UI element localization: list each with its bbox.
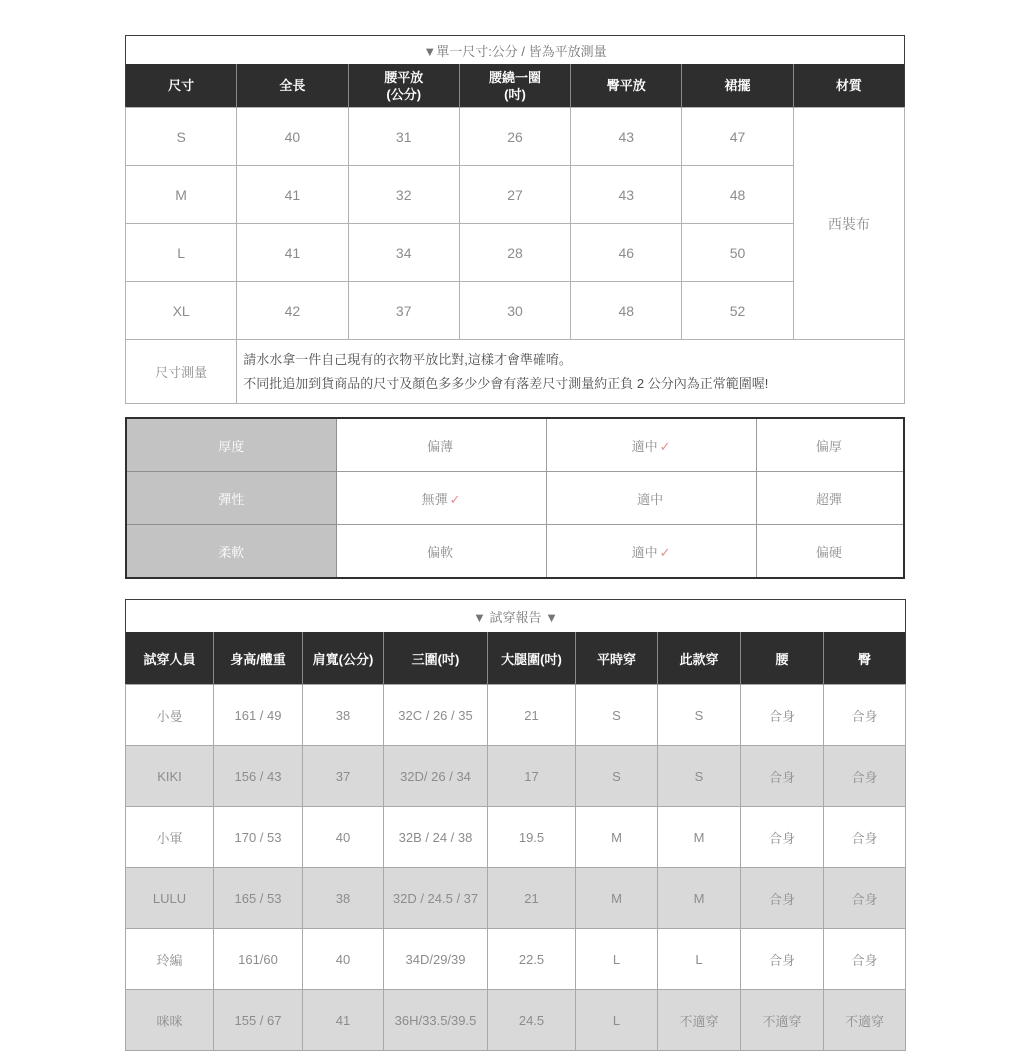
size-row-l <box>126 224 905 282</box>
hip-fit-cell: 合身 <box>824 746 906 807</box>
this-size-cell: 不適穿 <box>658 990 741 1051</box>
check-icon: ✓ <box>449 491 461 507</box>
attr-label-elasticity: 彈性 <box>126 472 336 525</box>
attr-option-text: 偏薄 <box>427 438 454 454</box>
thigh-cell: 21 <box>488 685 576 746</box>
attr-option-text: 偏軟 <box>427 544 454 560</box>
attr-option-text: 偏厚 <box>815 438 842 454</box>
waist-fit-cell: 合身 <box>741 807 824 868</box>
col-header-waist-flat <box>348 64 459 108</box>
tester-name: 玲編 <box>126 929 214 990</box>
col-header-this-size: 此款穿 <box>658 632 741 685</box>
thigh-cell: 22.5 <box>488 929 576 990</box>
hip-fit-cell: 合身 <box>824 685 906 746</box>
thigh-cell: 21 <box>488 868 576 929</box>
attr-option-text: 無彈 <box>421 491 448 507</box>
waist-fit-cell: 合身 <box>741 868 824 929</box>
waist-around-cell: 30 <box>459 282 570 340</box>
note-line2: 不同批追加到貨商品的尺寸及顏色多多少少會有落差尺寸測量約正負 2 公分內為正常範圍喔! <box>243 375 769 391</box>
this-size-cell: S <box>658 746 741 807</box>
this-size-cell: M <box>658 868 741 929</box>
shoulder-cell: 38 <box>303 868 384 929</box>
col-header-shoulder: 肩寬(公分) <box>303 632 384 685</box>
fitting-table <box>125 599 906 1051</box>
size-table-title-row <box>126 36 905 65</box>
col-header-height-weight: 身高/體重 <box>214 632 303 685</box>
attr-label-softness: 柔軟 <box>126 525 336 579</box>
thigh-cell: 17 <box>488 746 576 807</box>
attr-option <box>546 472 756 525</box>
hip-fit-cell: 合身 <box>824 807 906 868</box>
attr-option-text: 適中 <box>637 491 664 507</box>
usual-size-cell: L <box>576 929 658 990</box>
attributes-table <box>125 417 905 579</box>
material-cell: 西裝布 <box>793 108 904 340</box>
measure-note-row <box>126 340 905 404</box>
waist-around-cell: 26 <box>459 108 570 166</box>
measurements-cell: 32D / 24.5 / 37 <box>384 868 488 929</box>
attr-option <box>546 418 756 472</box>
col-header-hip-fit: 臀 <box>824 632 906 685</box>
fitting-row <box>126 929 906 990</box>
fitting-row <box>126 746 906 807</box>
tester-name: KIKI <box>126 746 214 807</box>
attr-option <box>336 472 546 525</box>
fitting-row <box>126 868 906 929</box>
waist-fit-cell: 合身 <box>741 746 824 807</box>
fitting-table-header-row <box>126 632 906 685</box>
measurements-cell: 32B / 24 / 38 <box>384 807 488 868</box>
size-row-s <box>126 108 905 166</box>
size-table-header-row <box>126 64 905 108</box>
size-cell: XL <box>126 282 237 340</box>
waist-around-cell: 27 <box>459 166 570 224</box>
waist-around-cell: 28 <box>459 224 570 282</box>
this-size-cell: L <box>658 929 741 990</box>
col-header-hem: 裙擺 <box>682 64 793 108</box>
this-size-cell: M <box>658 807 741 868</box>
col-header-waist-around <box>459 64 570 108</box>
length-cell: 42 <box>237 282 348 340</box>
measurements-cell: 36H/33.5/39.5 <box>384 990 488 1051</box>
attr-row-softness <box>126 525 904 579</box>
attr-label-thickness: 厚度 <box>126 418 336 472</box>
attr-option <box>546 525 756 579</box>
measurements-cell: 32D/ 26 / 34 <box>384 746 488 807</box>
size-row-m <box>126 166 905 224</box>
waist-flat-cell: 31 <box>348 108 459 166</box>
size-chart-content <box>125 35 905 1051</box>
hem-cell: 47 <box>682 108 793 166</box>
check-icon: ✓ <box>659 438 671 454</box>
hip-flat-cell: 43 <box>571 166 682 224</box>
waist-fit-cell: 合身 <box>741 929 824 990</box>
hip-fit-cell: 合身 <box>824 929 906 990</box>
col-header-tester: 試穿人員 <box>126 632 214 685</box>
col-header-hip-flat: 臀平放 <box>571 64 682 108</box>
this-size-cell: S <box>658 685 741 746</box>
hem-cell: 48 <box>682 166 793 224</box>
fitting-row <box>126 990 906 1051</box>
note-label: 尺寸測量 <box>126 340 237 404</box>
usual-size-cell: M <box>576 807 658 868</box>
shoulder-cell: 40 <box>303 929 384 990</box>
height-weight-cell: 165 / 53 <box>214 868 303 929</box>
size-table <box>125 35 905 404</box>
col-header-waist-around-line2: (吋) <box>504 86 526 102</box>
note-line1: 請水水拿一件自己現有的衣物平放比對,這樣才會準確唷。 <box>243 351 572 367</box>
fitting-table-title-row <box>126 600 906 633</box>
tester-name: 小軍 <box>126 807 214 868</box>
hip-flat-cell: 43 <box>571 108 682 166</box>
shoulder-cell: 38 <box>303 685 384 746</box>
hem-cell: 50 <box>682 224 793 282</box>
size-row-xl <box>126 282 905 340</box>
col-header-material: 材質 <box>793 64 904 108</box>
attr-option-text: 超彈 <box>815 491 842 507</box>
hip-fit-cell: 合身 <box>824 868 906 929</box>
height-weight-cell: 161 / 49 <box>214 685 303 746</box>
attr-option-text: 適中 <box>631 544 658 560</box>
size-table-title: ▼單一尺寸:公分 / 皆為平放測量 <box>126 36 905 65</box>
length-cell: 41 <box>237 224 348 282</box>
tester-name: 小曼 <box>126 685 214 746</box>
col-header-length: 全長 <box>237 64 348 108</box>
usual-size-cell: L <box>576 990 658 1051</box>
usual-size-cell: S <box>576 685 658 746</box>
hem-cell: 52 <box>682 282 793 340</box>
shoulder-cell: 37 <box>303 746 384 807</box>
height-weight-cell: 155 / 67 <box>214 990 303 1051</box>
tester-name: 咪咪 <box>126 990 214 1051</box>
height-weight-cell: 161/60 <box>214 929 303 990</box>
attr-option <box>756 418 904 472</box>
measurements-cell: 32C / 26 / 35 <box>384 685 488 746</box>
waist-flat-cell: 37 <box>348 282 459 340</box>
attr-option <box>336 418 546 472</box>
thigh-cell: 19.5 <box>488 807 576 868</box>
attr-option-text: 偏硬 <box>815 544 842 560</box>
attr-option <box>756 525 904 579</box>
height-weight-cell: 156 / 43 <box>214 746 303 807</box>
attr-row-elasticity <box>126 472 904 525</box>
hip-flat-cell: 46 <box>571 224 682 282</box>
attr-option <box>336 525 546 579</box>
waist-fit-cell: 不適穿 <box>741 990 824 1051</box>
shoulder-cell: 40 <box>303 807 384 868</box>
col-header-waist-flat-line2: (公分) <box>386 86 422 102</box>
usual-size-cell: S <box>576 746 658 807</box>
hip-flat-cell: 48 <box>571 282 682 340</box>
length-cell: 40 <box>237 108 348 166</box>
waist-flat-cell: 32 <box>348 166 459 224</box>
col-header-waist-flat-line1: 腰平放 <box>384 69 424 85</box>
col-header-thigh: 大腿圍(吋) <box>488 632 576 685</box>
col-header-waist-fit: 腰 <box>741 632 824 685</box>
fitting-table-title: ▼ 試穿報告 ▼ <box>126 600 906 633</box>
size-cell: L <box>126 224 237 282</box>
waist-flat-cell: 34 <box>348 224 459 282</box>
shoulder-cell: 41 <box>303 990 384 1051</box>
size-cell: M <box>126 166 237 224</box>
fitting-row <box>126 685 906 746</box>
hip-fit-cell: 不適穿 <box>824 990 906 1051</box>
attr-option <box>756 472 904 525</box>
fitting-row <box>126 807 906 868</box>
measurements-cell: 34D/29/39 <box>384 929 488 990</box>
attr-row-thickness <box>126 418 904 472</box>
col-header-waist-around-line1: 腰繞一圈 <box>488 69 541 85</box>
attr-option-text: 適中 <box>631 438 658 454</box>
col-header-measurements: 三圍(吋) <box>384 632 488 685</box>
height-weight-cell: 170 / 53 <box>214 807 303 868</box>
waist-fit-cell: 合身 <box>741 685 824 746</box>
tester-name: LULU <box>126 868 214 929</box>
usual-size-cell: M <box>576 868 658 929</box>
thigh-cell: 24.5 <box>488 990 576 1051</box>
note-text <box>237 340 905 404</box>
col-header-size: 尺寸 <box>126 64 237 108</box>
length-cell: 41 <box>237 166 348 224</box>
col-header-usual-size: 平時穿 <box>576 632 658 685</box>
check-icon: ✓ <box>659 544 671 560</box>
size-cell: S <box>126 108 237 166</box>
